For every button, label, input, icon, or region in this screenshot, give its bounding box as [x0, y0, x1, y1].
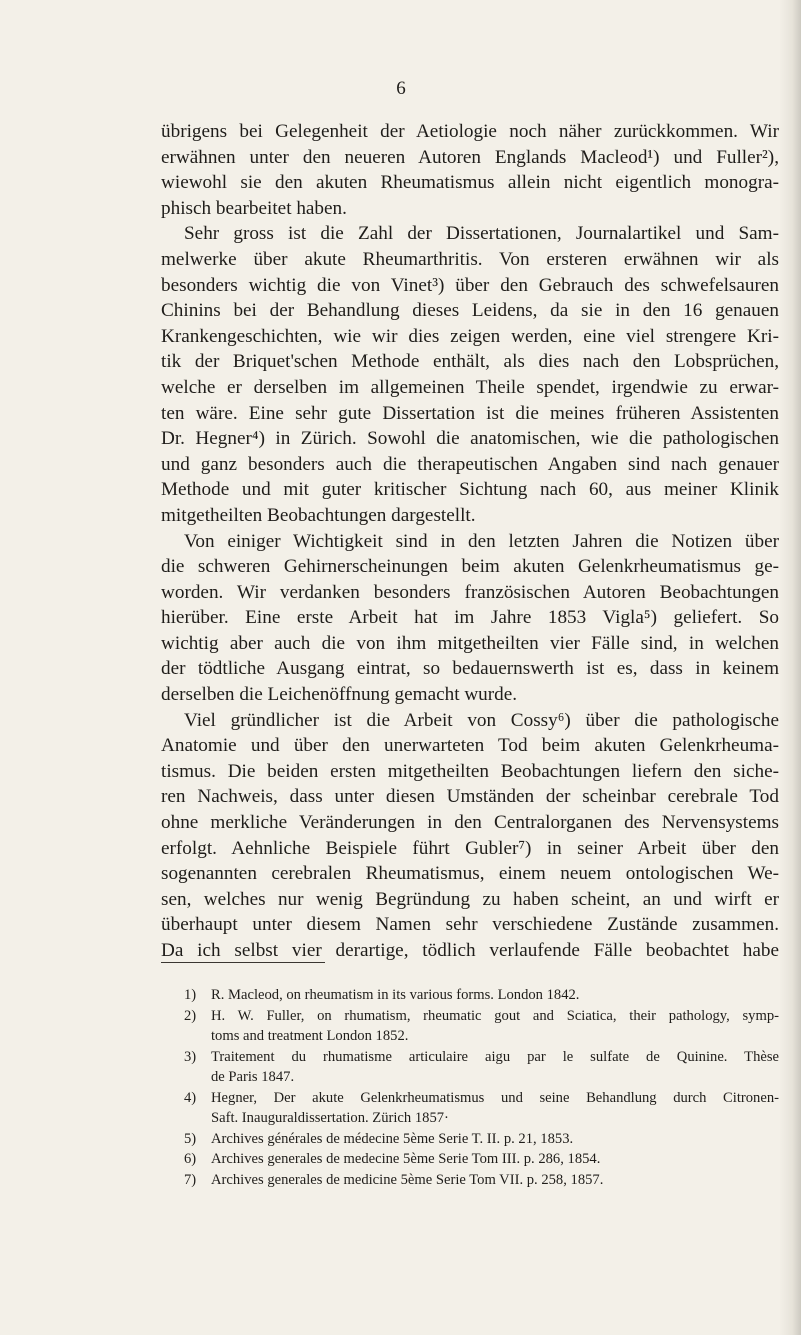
- footnote-number: 4): [184, 1089, 197, 1106]
- footnote-number: 7): [184, 1171, 197, 1188]
- footnote-text: Archives generales de medecine 5ème Serie Tom III. p. 286, 1854.: [211, 1151, 601, 1167]
- body-line: sen, welches nur wenig Begründung zu haben scheint, an und wirft er: [161, 888, 779, 910]
- body-text: [161, 119, 779, 964]
- body-line: Chinins bei der Behandlung dieses Leidens, da sie in den 16 genauen: [161, 300, 779, 322]
- page-number: 6: [396, 78, 406, 99]
- body-line: derselben die Leichenöffnung gemacht wurde.: [161, 684, 518, 706]
- body-line: Krankengeschichten, wie wir dies zeigen werden, eine viel strengere Kri-: [161, 325, 779, 347]
- footnote-line: de Paris 1847.: [211, 1069, 295, 1085]
- body-line: mitgetheilten Beobachtungen dargestellt.: [161, 504, 476, 526]
- body-line: Viel gründlicher ist die Arbeit von Cossy⁶) über die pathologische: [184, 709, 779, 731]
- footnotes: [184, 985, 779, 1190]
- footnote-line: Saft. Inauguraldissertation. Zürich 1857·: [211, 1110, 449, 1126]
- body-line: tismus. Die beiden ersten mitgetheilten Beobachtungen liefern den siche-: [161, 760, 779, 782]
- body-line: die schweren Gehirnerscheinungen beim akuten Gelenkrheumatismus ge-: [161, 556, 779, 578]
- body-line: sogenannten cerebralen Rheumatismus, einem neuem ontologischen We-: [161, 863, 779, 885]
- body-line: welche er derselben im allgemeinen Theile spendet, irgendwie zu erwar-: [161, 376, 779, 398]
- footnote-line: [184, 1047, 779, 1068]
- body-line: der tödtliche Ausgang eintrat, so bedauernswerth ist es, dass in keinem: [161, 658, 779, 680]
- body-line: erwähnen unter den neueren Autoren Englands Macleod¹) und Fuller²),: [161, 146, 779, 168]
- body-line: hierüber. Eine erste Arbeit hat im Jahre 1853 Vigla⁵) geliefert. So: [161, 607, 779, 629]
- footnote-text: Hegner, Der akute Gelenkrheumatismus und seine Behandlung durch Citronen-: [211, 1089, 779, 1106]
- footnote-text: Archives generales de medicine 5ème Serie Tom VII. p. 258, 1857.: [211, 1171, 604, 1188]
- footnote-line: [184, 1088, 779, 1109]
- footnote-text: Archives générales de médecine 5ème Serie T. II. p. 21, 1853.: [211, 1130, 574, 1147]
- footnote-rule: [161, 962, 325, 963]
- body-line: wichtig aber auch die von ihm mitgetheilten vier Fälle sind, in welchen: [161, 632, 779, 654]
- body-line: besonders wichtig die von Vinet³) über den Gebrauch des schwefelsauren: [161, 274, 779, 296]
- body-line: überhaupt unter diesem Namen sehr verschiedene Zustände zusammen.: [161, 914, 779, 936]
- footnote-number: 1): [184, 987, 197, 1003]
- footnote-text: Traitement du rhumatisme articulaire aigu par le sulfate de Quinine. Thèse: [211, 1048, 779, 1065]
- body-line: Anatomie und über den unerwarteten Tod beim akuten Gelenkrheuma-: [161, 735, 779, 757]
- body-line: worden. Wir verdanken besonders französischen Autoren Beobachtungen: [161, 581, 779, 603]
- body-line: Sehr gross ist die Zahl der Dissertationen, Journalartikel und Sam-: [184, 223, 779, 245]
- body-line: tik der Briquet'schen Methode enthält, als dies nach den Lobsprüchen,: [161, 351, 779, 373]
- footnote-text: H. W. Fuller, on rhumatism, rheumatic gout and Sciatica, their pathology, symp-: [211, 1007, 779, 1024]
- footnote-line: [184, 1129, 779, 1150]
- footnote-number: 5): [184, 1130, 197, 1147]
- page-edge-shadow: [779, 0, 801, 1335]
- body-line: Methode und mit guter kritischer Sichtung nach 60, aus meiner Klinik: [161, 479, 779, 501]
- body-line: melwerke über akute Rheumarthritis. Von ersteren erwähnen wir als: [161, 248, 779, 270]
- body-line: Von einiger Wichtigkeit sind in den letzten Jahren die Notizen über: [184, 530, 779, 552]
- body-line: erfolgt. Aehnliche Beispiele führt Gubler⁷) in seiner Arbeit über den: [161, 837, 779, 859]
- footnote-line: toms and treatment London 1852.: [211, 1028, 409, 1044]
- body-line: und ganz besonders auch die therapeutischen Angaben sind nach genauer: [161, 453, 779, 475]
- body-line: ren Nachweis, dass unter diesen Umständen der scheinbar cerebrale Tod: [161, 786, 779, 808]
- footnote-line: [184, 1170, 779, 1191]
- footnote-number: 2): [184, 1007, 197, 1024]
- footnote-line: [184, 1149, 779, 1170]
- body-line: Dr. Hegner⁴) in Zürich. Sowohl die anatomischen, wie die pathologischen: [161, 428, 779, 450]
- body-line: übrigens bei Gelegenheit der Aetiologie noch näher zurückkommen. Wir: [161, 121, 779, 142]
- footnote-number: 6): [184, 1151, 197, 1167]
- body-line: ohne merkliche Veränderungen in den Centralorganen des Nervensystems: [161, 812, 779, 834]
- footnote-line: [184, 985, 779, 1006]
- body-line: phisch bearbeitet haben.: [161, 197, 347, 219]
- body-line: ten wäre. Eine sehr gute Dissertation ist die meines früheren Assistenten: [161, 402, 779, 424]
- body-line: wiewohl sie den akuten Rheumatismus allein nicht eigentlich monogra-: [161, 172, 779, 194]
- body-line: Da ich selbst vier derartige, tödlich verlaufende Fälle beobachtet habe: [161, 940, 779, 961]
- footnote-line: [184, 1006, 779, 1027]
- footnote-text: R. Macleod, on rheumatism in its various forms. London 1842.: [211, 987, 580, 1003]
- footnote-number: 3): [184, 1048, 197, 1065]
